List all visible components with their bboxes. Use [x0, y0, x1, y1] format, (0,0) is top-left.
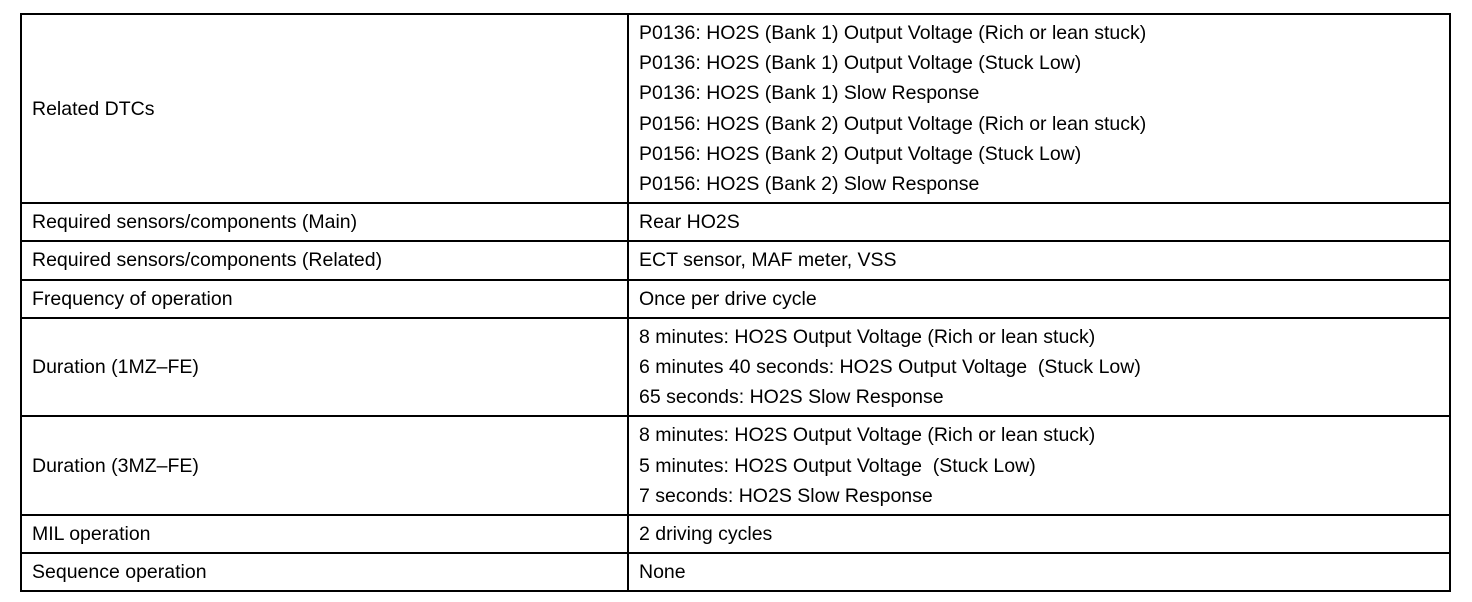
- table-row: [21, 416, 1450, 515]
- value-line: P0156: HO2S (Bank 2) Output Voltage (Stuck Low): [639, 142, 1082, 165]
- value-line: 6 minutes 40 seconds: HO2S Output Voltage (Stuck Low): [639, 356, 1141, 379]
- row-value: [628, 553, 1450, 591]
- row-value: [628, 280, 1450, 318]
- row-value: [628, 416, 1450, 515]
- table-row: [21, 318, 1450, 417]
- value-line: 8 minutes: HO2S Output Voltage (Rich or lean stuck): [639, 424, 1096, 447]
- value-line: Rear HO2S: [639, 211, 740, 234]
- table-row: [21, 280, 1450, 318]
- row-label: MIL operation: [21, 515, 628, 553]
- table-row: [21, 515, 1450, 553]
- value-line: 65 seconds: HO2S Slow Response: [639, 386, 944, 409]
- spec-table-body: [21, 14, 1450, 591]
- row-label: Duration (1MZ–FE): [21, 318, 628, 417]
- value-line: P0136: HO2S (Bank 1) Slow Response: [639, 82, 980, 105]
- value-line: P0136: HO2S (Bank 1) Output Voltage (Stuck Low): [639, 52, 1082, 75]
- row-label: Duration (3MZ–FE): [21, 416, 628, 515]
- table-row: [21, 14, 1450, 203]
- value-line: ECT sensor, MAF meter, VSS: [639, 249, 897, 272]
- value-line: Once per drive cycle: [639, 287, 817, 310]
- row-label: Frequency of operation: [21, 280, 628, 318]
- table-row: [21, 553, 1450, 591]
- row-value: [628, 203, 1450, 241]
- row-label: Required sensors/components (Main): [21, 203, 628, 241]
- row-label: Related DTCs: [21, 14, 628, 203]
- row-value: [628, 241, 1450, 279]
- row-label: Required sensors/components (Related): [21, 241, 628, 279]
- value-line: 7 seconds: HO2S Slow Response: [639, 484, 933, 507]
- value-line: P0156: HO2S (Bank 2) Slow Response: [639, 173, 980, 196]
- row-value: [628, 318, 1450, 417]
- monitor-spec-table: [20, 13, 1451, 592]
- value-line: 5 minutes: HO2S Output Voltage (Stuck Low): [639, 454, 1036, 477]
- row-label: Sequence operation: [21, 553, 628, 591]
- value-line: P0156: HO2S (Bank 2) Output Voltage (Rich or lean stuck): [639, 112, 1147, 135]
- table-row: [21, 241, 1450, 279]
- table-row: [21, 203, 1450, 241]
- row-value: [628, 14, 1450, 203]
- row-value: [628, 515, 1450, 553]
- value-line: None: [639, 561, 686, 584]
- value-line: P0136: HO2S (Bank 1) Output Voltage (Rich or lean stuck): [639, 22, 1147, 44]
- value-line: 2 driving cycles: [639, 523, 773, 546]
- value-line: 8 minutes: HO2S Output Voltage (Rich or lean stuck): [639, 325, 1096, 348]
